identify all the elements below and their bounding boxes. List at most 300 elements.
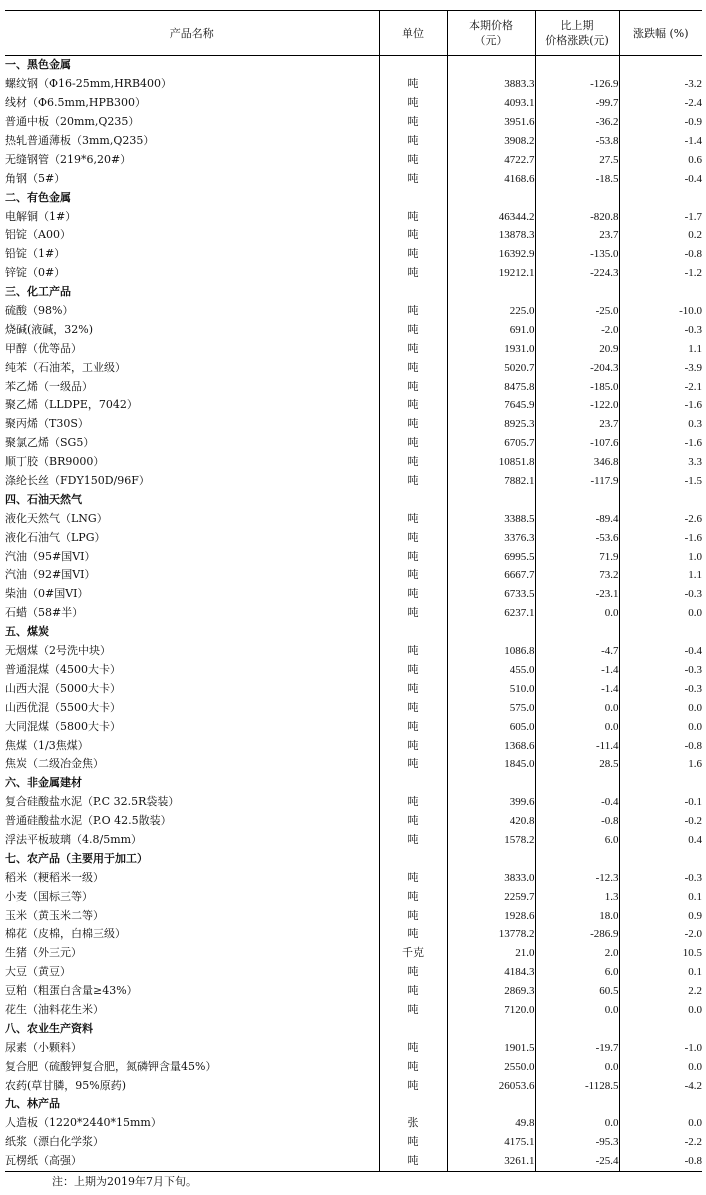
category-row — [5, 188, 702, 207]
price-cell: 2550.0 — [447, 1057, 535, 1076]
table-row — [5, 320, 702, 339]
category-row — [5, 1019, 702, 1038]
product-name-cell: 聚丙烯（T30S） — [5, 417, 89, 431]
price-cell: 5020.7 — [447, 358, 535, 377]
category-label: 五、煤炭 — [5, 625, 49, 639]
product-name-cell: 电解铜（1#） — [5, 209, 77, 223]
table-row — [5, 207, 702, 226]
empty-cell — [447, 188, 535, 207]
percent-cell: -0.8 — [619, 245, 702, 264]
percent-cell: -1.7 — [619, 207, 702, 226]
table-row — [5, 1057, 702, 1076]
table-row — [5, 944, 702, 963]
change-cell: -89.4 — [535, 509, 619, 528]
empty-cell — [379, 56, 447, 75]
change-cell: -286.9 — [535, 925, 619, 944]
unit-cell: 吨 — [379, 1057, 447, 1076]
table-header — [5, 11, 702, 56]
empty-cell — [379, 1019, 447, 1038]
empty-cell — [535, 623, 619, 642]
table-row — [5, 812, 702, 831]
percent-cell: -0.3 — [619, 585, 702, 604]
unit-cell: 吨 — [379, 339, 447, 358]
table-row — [5, 831, 702, 850]
change-cell: -99.7 — [535, 94, 619, 113]
empty-cell — [619, 188, 702, 207]
percent-cell: 0.9 — [619, 906, 702, 925]
change-cell: -23.1 — [535, 585, 619, 604]
price-cell: 3951.6 — [447, 113, 535, 132]
table-body — [5, 56, 702, 1172]
product-name-cell: 农药(草甘膦，95%原药) — [5, 1078, 127, 1092]
category-label: 三、化工产品 — [5, 285, 71, 299]
percent-cell: -0.9 — [619, 113, 702, 132]
change-cell: -117.9 — [535, 472, 619, 491]
empty-cell — [619, 774, 702, 793]
product-name-cell: 浮法平板玻璃（4.8/5mm） — [5, 832, 143, 846]
table-row — [5, 925, 702, 944]
percent-cell: 0.1 — [619, 963, 702, 982]
product-name-cell: 热轧普通薄板（3mm,Q235） — [5, 134, 155, 147]
unit-cell: 吨 — [379, 698, 447, 717]
category-row — [5, 774, 702, 793]
category-label: 二、有色金属 — [5, 190, 71, 204]
percent-cell: -2.2 — [619, 1133, 702, 1152]
table-row — [5, 264, 702, 283]
unit-cell: 吨 — [379, 245, 447, 264]
percent-cell: -1.6 — [619, 528, 702, 547]
product-name-cell: 焦炭（二级冶金焦） — [5, 757, 104, 771]
category-label: 四、石油天然气 — [5, 492, 82, 506]
table-row — [5, 339, 702, 358]
product-name-cell: 生猪（外三元） — [5, 946, 82, 960]
price-cell: 7120.0 — [447, 1001, 535, 1020]
unit-cell: 吨 — [379, 1152, 447, 1171]
table-row — [5, 132, 702, 151]
table-row — [5, 963, 702, 982]
unit-cell: 吨 — [379, 793, 447, 812]
category-row — [5, 490, 702, 509]
change-cell: 0.0 — [535, 1001, 619, 1020]
price-cell: 6237.1 — [447, 604, 535, 623]
empty-cell — [535, 490, 619, 509]
change-cell: 0.0 — [535, 698, 619, 717]
empty-cell — [535, 1019, 619, 1038]
price-cell: 16392.9 — [447, 245, 535, 264]
unit-cell: 吨 — [379, 94, 447, 113]
change-cell: -0.8 — [535, 812, 619, 831]
change-cell: 1.3 — [535, 887, 619, 906]
price-cell: 4175.1 — [447, 1133, 535, 1152]
change-cell: -820.8 — [535, 207, 619, 226]
change-cell: -1.4 — [535, 661, 619, 680]
empty-cell — [535, 849, 619, 868]
table-row — [5, 1133, 702, 1152]
product-name-cell: 柴油（0#国VI） — [5, 587, 89, 601]
table-row — [5, 585, 702, 604]
unit-cell: 吨 — [379, 207, 447, 226]
header-price-change — [535, 11, 619, 56]
price-cell: 3833.0 — [447, 868, 535, 887]
unit-cell: 吨 — [379, 717, 447, 736]
product-name-cell: 角钢（5#） — [5, 171, 66, 185]
table-row — [5, 358, 702, 377]
change-cell: 20.9 — [535, 339, 619, 358]
percent-cell: -0.3 — [619, 679, 702, 698]
change-cell: -53.8 — [535, 132, 619, 151]
unit-cell: 吨 — [379, 982, 447, 1001]
price-cell: 1368.6 — [447, 736, 535, 755]
product-name-cell: 人造板（1220*2440*15mm） — [5, 1116, 162, 1130]
price-cell: 6667.7 — [447, 566, 535, 585]
table-row — [5, 698, 702, 717]
empty-cell — [379, 849, 447, 868]
empty-cell — [447, 56, 535, 75]
price-cell: 605.0 — [447, 717, 535, 736]
price-cell: 420.8 — [447, 812, 535, 831]
price-cell: 225.0 — [447, 302, 535, 321]
product-name-cell: 硫酸（98%） — [5, 304, 74, 318]
empty-cell — [535, 56, 619, 75]
unit-cell: 吨 — [379, 226, 447, 245]
header-current-price-line2: （元） — [474, 34, 508, 47]
product-name-cell: 复合硅酸盐水泥（P.C 32.5R袋装） — [5, 795, 180, 809]
category-label: 九、林产品 — [5, 1097, 60, 1111]
table-row — [5, 94, 702, 113]
product-name-cell: 烧碱(液碱，32%) — [5, 322, 94, 336]
price-cell: 4093.1 — [447, 94, 535, 113]
price-cell: 8475.8 — [447, 377, 535, 396]
percent-cell: -0.2 — [619, 812, 702, 831]
product-name-cell: 纯苯（石油苯，工业级） — [5, 360, 126, 374]
change-cell: -1.4 — [535, 679, 619, 698]
change-cell: -53.6 — [535, 528, 619, 547]
change-cell: 6.0 — [535, 831, 619, 850]
unit-cell: 吨 — [379, 642, 447, 661]
unit-cell: 吨 — [379, 812, 447, 831]
change-cell: -25.0 — [535, 302, 619, 321]
percent-cell: 0.3 — [619, 415, 702, 434]
product-name-cell: 石蜡（58#半） — [5, 606, 84, 620]
percent-cell: 0.0 — [619, 604, 702, 623]
unit-cell: 吨 — [379, 925, 447, 944]
percent-cell: -10.0 — [619, 302, 702, 321]
table-row — [5, 755, 702, 774]
price-cell: 21.0 — [447, 944, 535, 963]
change-cell: -122.0 — [535, 396, 619, 415]
price-cell: 3261.1 — [447, 1152, 535, 1171]
percent-cell: -2.4 — [619, 94, 702, 113]
product-name-cell: 山西优混（5500大卡） — [5, 700, 121, 714]
table-row — [5, 434, 702, 453]
empty-cell — [379, 490, 447, 509]
price-cell: 13778.2 — [447, 925, 535, 944]
percent-cell: -3.2 — [619, 75, 702, 94]
product-name-cell: 普通中板（20mm,Q235） — [5, 115, 140, 129]
price-cell: 3883.3 — [447, 75, 535, 94]
unit-cell: 吨 — [379, 113, 447, 132]
percent-cell: -1.4 — [619, 132, 702, 151]
percent-cell: -1.5 — [619, 472, 702, 491]
category-row — [5, 56, 702, 75]
price-cell: 1931.0 — [447, 339, 535, 358]
product-name-cell: 涤纶长丝（FDY150D/96F） — [5, 474, 150, 488]
percent-cell: 3.3 — [619, 453, 702, 472]
empty-cell — [447, 623, 535, 642]
percent-cell: -0.8 — [619, 736, 702, 755]
unit-cell: 吨 — [379, 415, 447, 434]
table-row — [5, 75, 702, 94]
price-cell: 510.0 — [447, 679, 535, 698]
product-name-cell: 纸浆（漂白化学浆） — [5, 1135, 104, 1149]
empty-cell — [379, 188, 447, 207]
price-cell: 49.8 — [447, 1114, 535, 1133]
product-name-cell: 大豆（黄豆） — [5, 965, 71, 979]
price-cell: 7882.1 — [447, 472, 535, 491]
unit-cell: 吨 — [379, 831, 447, 850]
unit-cell: 吨 — [379, 472, 447, 491]
empty-cell — [619, 1019, 702, 1038]
unit-cell: 吨 — [379, 906, 447, 925]
empty-cell — [447, 490, 535, 509]
table-row — [5, 226, 702, 245]
percent-cell: 1.0 — [619, 547, 702, 566]
price-cell: 455.0 — [447, 661, 535, 680]
empty-cell — [619, 623, 702, 642]
change-cell: -12.3 — [535, 868, 619, 887]
percent-cell: 0.2 — [619, 226, 702, 245]
product-name-cell: 玉米（黄玉米二等） — [5, 908, 104, 922]
change-cell: 6.0 — [535, 963, 619, 982]
product-name-cell: 花生（油料花生米） — [5, 1002, 104, 1016]
price-cell: 8925.3 — [447, 415, 535, 434]
table-row — [5, 604, 702, 623]
percent-cell: 10.5 — [619, 944, 702, 963]
product-name-cell: 大同混煤（5800大卡） — [5, 719, 121, 733]
table-row — [5, 1001, 702, 1020]
percent-cell: -0.3 — [619, 320, 702, 339]
percent-cell: -2.6 — [619, 509, 702, 528]
empty-cell — [379, 623, 447, 642]
header-current-price — [447, 11, 535, 56]
unit-cell: 吨 — [379, 358, 447, 377]
price-cell: 691.0 — [447, 320, 535, 339]
change-cell: -25.4 — [535, 1152, 619, 1171]
empty-cell — [619, 1095, 702, 1114]
percent-cell: -1.0 — [619, 1038, 702, 1057]
unit-cell: 吨 — [379, 377, 447, 396]
category-label: 八、农业生产资料 — [5, 1021, 93, 1035]
table-row — [5, 150, 702, 169]
price-cell: 1086.8 — [447, 642, 535, 661]
category-row — [5, 623, 702, 642]
percent-cell: 0.0 — [619, 1057, 702, 1076]
change-cell: -107.6 — [535, 434, 619, 453]
table-row — [5, 661, 702, 680]
unit-cell: 吨 — [379, 150, 447, 169]
unit-cell: 吨 — [379, 566, 447, 585]
table-row — [5, 679, 702, 698]
empty-cell — [619, 849, 702, 868]
table-row — [5, 528, 702, 547]
table-row — [5, 982, 702, 1001]
unit-cell: 吨 — [379, 396, 447, 415]
header-current-price-line1: 本期价格 — [469, 19, 513, 32]
percent-cell: 0.0 — [619, 717, 702, 736]
price-cell: 7645.9 — [447, 396, 535, 415]
product-name-cell: 瓦楞纸（高强） — [5, 1152, 379, 1171]
percent-cell: 2.2 — [619, 982, 702, 1001]
price-cell: 6995.5 — [447, 547, 535, 566]
price-cell: 1578.2 — [447, 831, 535, 850]
product-name-cell: 焦煤（1/3焦煤） — [5, 738, 89, 752]
change-cell: -0.4 — [535, 793, 619, 812]
empty-cell — [379, 283, 447, 302]
price-cell: 1901.5 — [447, 1038, 535, 1057]
unit-cell: 吨 — [379, 1133, 447, 1152]
table-row — [5, 113, 702, 132]
price-cell: 3376.3 — [447, 528, 535, 547]
empty-cell — [447, 849, 535, 868]
unit-cell: 吨 — [379, 434, 447, 453]
category-row — [5, 283, 702, 302]
change-cell: 346.8 — [535, 453, 619, 472]
price-cell: 1928.6 — [447, 906, 535, 925]
change-cell: -185.0 — [535, 377, 619, 396]
product-name-cell: 铝锭（A00） — [5, 228, 71, 242]
product-name-cell: 棉花（皮棉，白棉三级） — [5, 927, 126, 941]
table-row — [5, 906, 702, 925]
product-name-cell: 螺纹钢（Φ16-25mm,HRB400） — [5, 77, 173, 91]
price-cell: 575.0 — [447, 698, 535, 717]
empty-cell — [447, 774, 535, 793]
percent-cell: 0.1 — [619, 887, 702, 906]
empty-cell — [619, 490, 702, 509]
percent-cell: 1.1 — [619, 566, 702, 585]
empty-cell — [535, 188, 619, 207]
percent-cell: 0.6 — [619, 150, 702, 169]
header-price-change-line1: 比上期 — [560, 19, 594, 32]
change-cell: 0.0 — [535, 717, 619, 736]
percent-cell: 1.1 — [619, 339, 702, 358]
category-label: 七、农产品（主要用于加工） — [5, 851, 148, 865]
price-cell: 4184.3 — [447, 963, 535, 982]
product-name-cell: 甲醇（优等品） — [5, 341, 82, 355]
product-name-cell: 苯乙烯（一级品） — [5, 379, 93, 393]
unit-cell: 吨 — [379, 302, 447, 321]
empty-cell — [535, 774, 619, 793]
unit-cell: 吨 — [379, 868, 447, 887]
change-cell: -36.2 — [535, 113, 619, 132]
empty-cell — [535, 1095, 619, 1114]
price-cell: 2869.3 — [447, 982, 535, 1001]
table-row — [5, 472, 702, 491]
product-name-cell: 锌锭（0#） — [5, 266, 66, 280]
unit-cell: 吨 — [379, 528, 447, 547]
change-cell: 0.0 — [535, 1114, 619, 1133]
percent-cell: -0.4 — [619, 642, 702, 661]
change-cell: 23.7 — [535, 415, 619, 434]
change-cell: 27.5 — [535, 150, 619, 169]
category-label: 六、非金属建材 — [5, 776, 82, 790]
product-name-cell: 山西大混（5000大卡） — [5, 681, 121, 695]
table-row — [5, 302, 702, 321]
unit-cell: 张 — [379, 1114, 447, 1133]
product-name-cell: 顺丁胶（BR9000） — [5, 455, 105, 469]
percent-cell: -1.6 — [619, 396, 702, 415]
unit-cell: 吨 — [379, 453, 447, 472]
price-cell: 2259.7 — [447, 887, 535, 906]
table-row — [5, 1038, 702, 1057]
table-row — [5, 453, 702, 472]
percent-cell: -1.2 — [619, 264, 702, 283]
product-name-cell: 液化石油气（LPG） — [5, 530, 106, 544]
product-name-cell: 豆粕（粗蛋白含量≥43%） — [5, 984, 138, 998]
change-cell: -95.3 — [535, 1133, 619, 1152]
unit-cell: 吨 — [379, 1001, 447, 1020]
change-cell: 18.0 — [535, 906, 619, 925]
change-cell: 28.5 — [535, 755, 619, 774]
price-cell: 19212.1 — [447, 264, 535, 283]
unit-cell: 吨 — [379, 736, 447, 755]
product-name-cell: 铅锭（1#） — [5, 247, 66, 261]
product-name-cell: 小麦（国标三等） — [5, 889, 93, 903]
header-percent-change: 涨跌幅 (%) — [619, 11, 702, 56]
product-name-cell: 尿素（小颗料） — [5, 1040, 82, 1054]
empty-cell — [619, 56, 702, 75]
table-row — [5, 1114, 702, 1133]
header-unit: 单位 — [379, 11, 447, 56]
change-cell: -1128.5 — [535, 1076, 619, 1095]
unit-cell: 吨 — [379, 887, 447, 906]
table-row — [5, 377, 702, 396]
product-name-cell: 稻米（粳稻米一级） — [5, 870, 104, 884]
percent-cell: -0.3 — [619, 661, 702, 680]
header-price-change-line2: 价格涨跌(元) — [545, 34, 609, 47]
empty-cell — [379, 774, 447, 793]
price-cell: 13878.3 — [447, 226, 535, 245]
change-cell: 71.9 — [535, 547, 619, 566]
table-row — [5, 509, 702, 528]
empty-cell — [447, 283, 535, 302]
table-row — [5, 547, 702, 566]
empty-cell — [619, 283, 702, 302]
unit-cell: 吨 — [379, 661, 447, 680]
unit-cell: 吨 — [379, 132, 447, 151]
percent-cell: 1.6 — [619, 755, 702, 774]
percent-cell: 0.0 — [619, 1114, 702, 1133]
product-name-cell: 线材（Φ6.5mm,HPB300） — [5, 96, 146, 110]
table-row — [5, 169, 702, 188]
table-row — [5, 566, 702, 585]
percent-cell: -3.9 — [619, 358, 702, 377]
unit-cell: 吨 — [379, 1076, 447, 1095]
table-row — [5, 868, 702, 887]
table-row — [5, 793, 702, 812]
unit-cell: 吨 — [379, 169, 447, 188]
price-cell: 46344.2 — [447, 207, 535, 226]
price-cell: 26053.6 — [447, 1076, 535, 1095]
unit-cell: 吨 — [379, 1038, 447, 1057]
change-cell: 23.7 — [535, 226, 619, 245]
product-name-cell: 汽油（92#国VI） — [5, 568, 96, 582]
change-cell: -11.4 — [535, 736, 619, 755]
price-cell: 6733.5 — [447, 585, 535, 604]
product-name-cell: 无缝钢管（219*6,20#） — [5, 152, 132, 166]
change-cell: 0.0 — [535, 604, 619, 623]
unit-cell: 吨 — [379, 320, 447, 339]
percent-cell: -1.6 — [619, 434, 702, 453]
